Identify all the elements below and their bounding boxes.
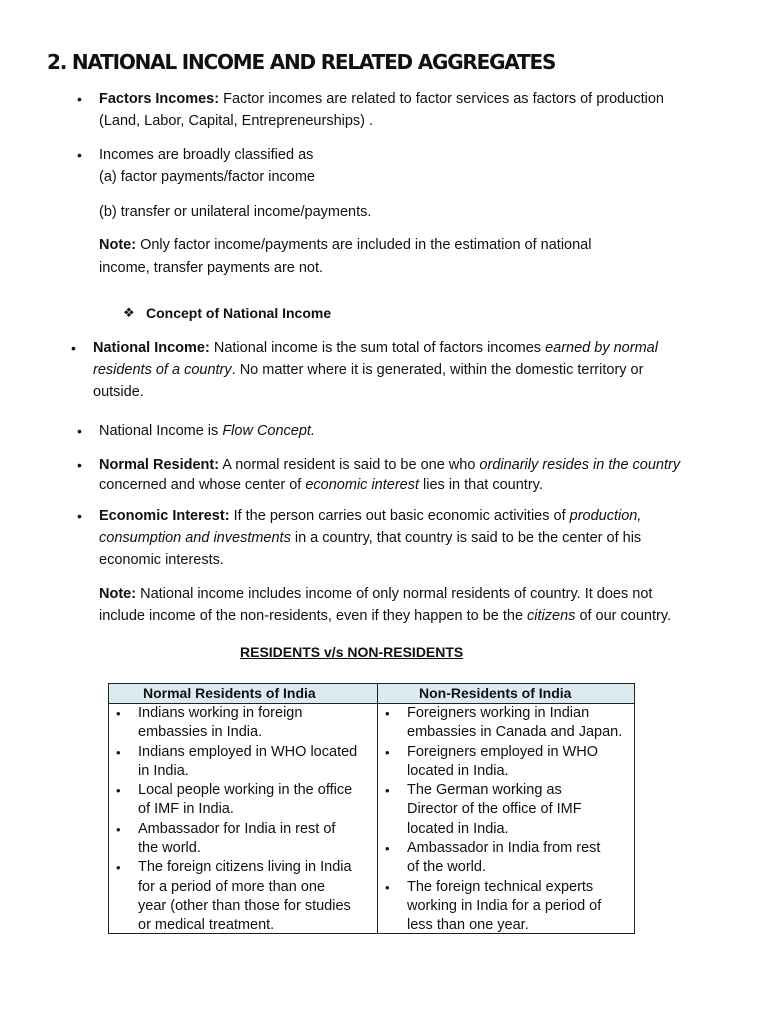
table-item-line: or medical treatment. [138, 917, 275, 934]
table-item-line: • Ambassador in India from rest [407, 840, 601, 857]
factor-incomes-term: Factors Incomes: [99, 91, 220, 107]
bullet-icon: • [77, 457, 82, 473]
table-list-item [378, 704, 635, 743]
table-header-normal-residents: Normal Residents of India [143, 685, 316, 701]
normal-resident-text3: lies in that country. [423, 477, 543, 493]
table-item-line: • The foreign citizens living in India [138, 859, 352, 876]
note2-emphasis: citizens [527, 608, 576, 624]
note2-term: Note: [99, 586, 137, 602]
bullet-icon: • [77, 91, 82, 107]
table-title: RESIDENTS v/s NON-RESIDENTS [240, 644, 464, 660]
table-list-item [109, 743, 377, 782]
factor-incomes-line1 [99, 88, 664, 110]
national-income-emphasis2: residents of a country [93, 362, 232, 378]
note1-term: Note: [99, 237, 137, 253]
table-item-line: the world. [138, 840, 201, 857]
note1-line2: income, transfer payments are not. [99, 260, 324, 276]
economic-interest-text2: in a country, that country is said to be the center of his [294, 530, 642, 546]
residents-comparison-table [108, 683, 635, 934]
table-list-item [378, 839, 635, 878]
normal-resident-emphasis: ordinarily resides in the country [479, 457, 681, 473]
normal-resident-text: A normal resident is said to be one who [222, 457, 476, 473]
table-item-line: located in India. [407, 762, 509, 779]
national-income-text2: . No matter where it is generated, within the domestic territory or [231, 362, 644, 378]
concept-heading: Concept of National Income [146, 305, 332, 321]
table-item-line: of IMF in India. [138, 801, 234, 818]
note2-line1 [99, 583, 652, 605]
economic-interest-line3: economic interests. [99, 552, 224, 568]
table-item-line: embassies in Canada and Japan. [407, 724, 623, 741]
note1-text: Only factor income/payments are included in the estimation of national [140, 237, 592, 253]
economic-interest-text: If the person carries out basic economic activities of [233, 508, 566, 524]
table-item-line: less than one year. [407, 917, 529, 934]
factor-incomes-line2: (Land, Labor, Capital, Entrepreneurships) . [99, 113, 374, 129]
table-item-line: year (other than those for studies [138, 897, 351, 914]
national-income-line1 [93, 337, 658, 359]
economic-interest-emphasis: production, [569, 508, 642, 524]
economic-interest-emphasis2: consumption and investments [99, 530, 291, 546]
national-income-term: National Income: [93, 340, 210, 356]
table-item-line: • Indians working in foreign [138, 705, 303, 721]
table-item-line: • Local people working in the office [138, 782, 353, 799]
note2-line2 [99, 605, 671, 627]
table-item-line: in India. [138, 762, 189, 779]
table-item-line: embassies in India. [138, 724, 263, 741]
classification-line1: Incomes are broadly classified as [99, 147, 314, 163]
table-list-item [109, 820, 377, 859]
bullet-icon: • [77, 423, 82, 439]
table-list-item [109, 704, 377, 743]
table-list-item [109, 781, 377, 820]
table-list-item [378, 781, 635, 839]
economic-interest-line1 [99, 505, 641, 527]
factor-incomes-text: Factor incomes are related to factor services as factors of production [223, 91, 664, 107]
table-header-non-residents: Non-Residents of India [419, 685, 572, 701]
section-heading: 2. NATIONAL INCOME AND RELATED AGGREGATES [47, 50, 556, 74]
normal-resident-line1 [99, 454, 680, 476]
flow-emphasis: Flow Concept. [222, 423, 315, 439]
table-item-line: Director of the office of IMF [407, 801, 582, 818]
note1-line1 [99, 234, 591, 256]
note2-text2: include income of the non-residents, even if they happen to be the [99, 608, 524, 624]
diamond-bullet-icon: ❖ [123, 305, 135, 320]
national-income-line2 [93, 359, 643, 381]
table-item-line: • The German working as [407, 782, 562, 799]
table-list-item [378, 878, 635, 936]
non-residents-column [378, 704, 635, 936]
normal-resident-line2 [99, 474, 543, 496]
normal-resident-term: Normal Resident: [99, 457, 220, 473]
table-item-line: of the world. [407, 859, 486, 876]
table-item-line: located in India. [407, 820, 509, 837]
classification-line2: (a) factor payments/factor income [99, 169, 315, 185]
table-item-line: • The foreign technical experts [407, 878, 594, 895]
table-item-line: working in India for a period of [407, 897, 602, 914]
national-income-line3: outside. [93, 384, 144, 400]
table-item-line: for a period of more than one [138, 878, 326, 895]
national-income-text: National income is the sum total of factors incomes [213, 340, 542, 356]
flow-text: National Income is [99, 423, 219, 439]
note2-text3: of our country. [579, 608, 672, 624]
bullet-icon: • [71, 340, 76, 356]
table-list-item [378, 743, 635, 782]
classification-line3: (b) transfer or unilateral income/payments. [99, 204, 372, 220]
table-item-line: • Ambassador for India in rest of [138, 820, 336, 837]
table-header-row [109, 684, 634, 704]
flow-concept-line [99, 420, 315, 442]
economic-interest-term: Economic Interest: [99, 508, 230, 524]
economic-interest-line2 [99, 527, 641, 549]
table-item-line: • Indians employed in WHO located [138, 743, 358, 760]
normal-residents-column [109, 704, 377, 936]
table-list-item [109, 858, 377, 935]
bullet-icon: • [77, 508, 82, 524]
table-item-line: • Foreigners employed in WHO [407, 743, 598, 760]
table-item-line: • Foreigners working in Indian [407, 705, 590, 721]
normal-resident-text2: concerned and whose center of [99, 477, 302, 493]
normal-resident-emphasis2: economic interest [305, 477, 419, 493]
national-income-emphasis: earned by normal [545, 340, 658, 356]
bullet-icon: • [77, 147, 82, 163]
note2-text: National income includes income of only normal residents of country. It does not [140, 586, 653, 602]
